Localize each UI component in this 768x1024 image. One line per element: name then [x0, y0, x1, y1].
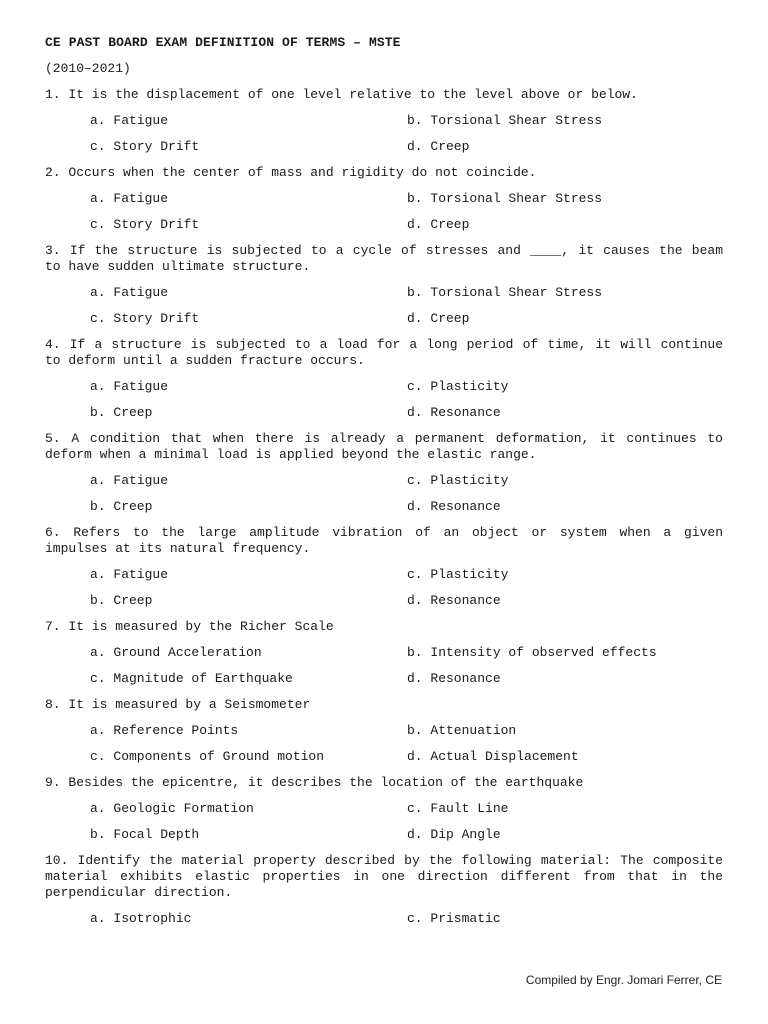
question-text: 4. If a structure is subjected to a load for a long period of time, it will continue to deform until a sudden fracture occurs.	[45, 337, 723, 368]
option: b. Torsional Shear Stress	[407, 191, 603, 206]
options-row	[45, 671, 723, 687]
option: c. Prismatic	[407, 911, 501, 926]
option: d. Resonance	[407, 593, 501, 608]
option: c. Magnitude of Earthquake	[90, 671, 293, 686]
footer-credit: Compiled by Engr. Jomari Ferrer, CE	[525, 973, 722, 987]
document-years: (2010–2021)	[45, 61, 131, 76]
option: a. Geologic Formation	[90, 801, 254, 816]
option: d. Resonance	[407, 671, 501, 686]
question-text: 8. It is measured by a Seismometer	[45, 697, 311, 712]
options-row	[45, 749, 723, 765]
option: c. Fault Line	[407, 801, 509, 816]
question-text: 3. If the structure is subjected to a cycle of stresses and ____, it causes the beam to have sudden ultimate structure.	[45, 243, 723, 274]
option: b. Torsional Shear Stress	[407, 285, 603, 300]
options-row	[45, 191, 723, 207]
question-text: 2. Occurs when the center of mass and rigidity do not coincide.	[45, 165, 537, 180]
options-row	[45, 645, 723, 661]
option: b. Creep	[90, 593, 153, 608]
option: b. Attenuation	[407, 723, 517, 738]
options-row	[45, 405, 723, 421]
options-row	[45, 311, 723, 327]
option: a. Isotrophic	[90, 911, 192, 926]
option: b. Intensity of observed effects	[407, 645, 657, 660]
options-row	[45, 593, 723, 609]
document-title: CE PAST BOARD EXAM DEFINITION OF TERMS – MSTE	[45, 35, 401, 50]
question-text: 10. Identify the material property described by the following material: The composite material exhibits elastic properties in one direction different from that in the perpendicular direction.	[45, 853, 723, 900]
options-row	[45, 473, 723, 489]
option: d. Creep	[407, 311, 470, 326]
options-row	[45, 113, 723, 129]
option: d. Creep	[407, 139, 470, 154]
option: a. Fatigue	[90, 113, 169, 128]
options-row	[45, 285, 723, 301]
question-text: 9. Besides the epicentre, it describes the location of the earthquake	[45, 775, 584, 790]
options-row	[45, 911, 723, 927]
option: d. Creep	[407, 217, 470, 232]
option: a. Fatigue	[90, 379, 169, 394]
options-row	[45, 139, 723, 155]
option: d. Resonance	[407, 499, 501, 514]
option: a. Fatigue	[90, 473, 169, 488]
option: a. Fatigue	[90, 191, 169, 206]
option: c. Plasticity	[407, 567, 509, 582]
options-row	[45, 217, 723, 233]
options-row	[45, 801, 723, 817]
document-page	[45, 35, 723, 937]
question-text: 7. It is measured by the Richer Scale	[45, 619, 334, 634]
option: a. Reference Points	[90, 723, 239, 738]
options-row	[45, 723, 723, 739]
option: b. Torsional Shear Stress	[407, 113, 603, 128]
option: d. Dip Angle	[407, 827, 501, 842]
options-row	[45, 567, 723, 583]
options-row	[45, 499, 723, 515]
option: c. Plasticity	[407, 473, 509, 488]
option: c. Story Drift	[90, 139, 200, 154]
option: c. Story Drift	[90, 217, 200, 232]
question-text: 5. A condition that when there is already a permanent deformation, it continues to deform when a minimal load is applied beyond the elastic range.	[45, 431, 723, 462]
option: d. Actual Displacement	[407, 749, 579, 764]
option: b. Focal Depth	[90, 827, 200, 842]
question-text: 6. Refers to the large amplitude vibration of an object or system when a given impulses at its natural frequency.	[45, 525, 723, 556]
option: b. Creep	[90, 499, 153, 514]
option: a. Ground Acceleration	[90, 645, 262, 660]
option: c. Components of Ground motion	[90, 749, 325, 764]
option: a. Fatigue	[90, 567, 169, 582]
option: b. Creep	[90, 405, 153, 420]
options-row	[45, 379, 723, 395]
options-row	[45, 827, 723, 843]
question-text: 1. It is the displacement of one level relative to the level above or below.	[45, 87, 638, 102]
option: c. Plasticity	[407, 379, 509, 394]
option: d. Resonance	[407, 405, 501, 420]
option: a. Fatigue	[90, 285, 169, 300]
option: c. Story Drift	[90, 311, 200, 326]
